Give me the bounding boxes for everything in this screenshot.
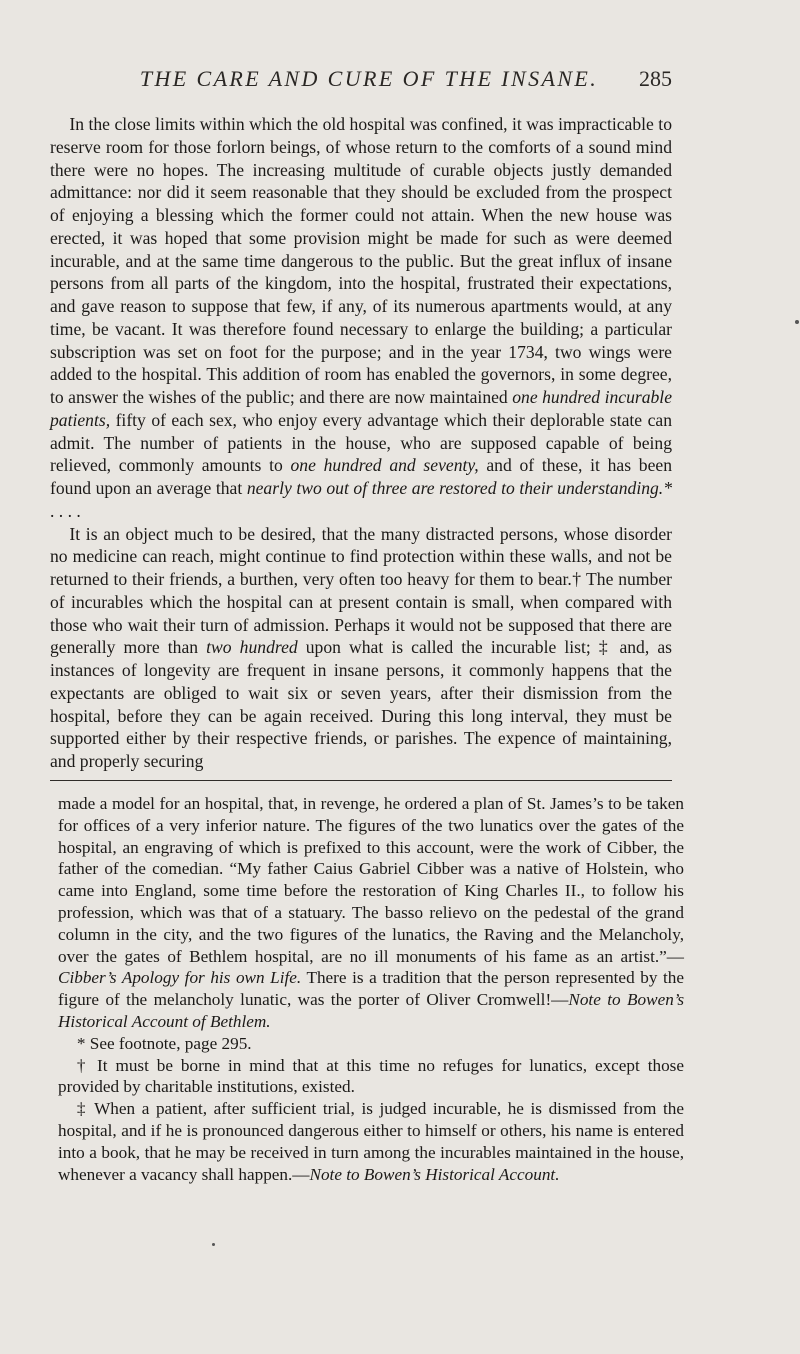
text-run: ‡ When a patient, after sufficient trial, is judged incurable, he is dismissed from the hospital, and if he is pronounced dangerous either to himself or others, his name is entered into a book, that he may be received in turn among the incurables maintained in the house, whenever a vacancy shall happen.— — [58, 1099, 684, 1184]
main-text — [50, 113, 672, 773]
paper-speck — [212, 1243, 215, 1246]
text-run: made a model for an hospital, that, in revenge, he ordered a plan of St. James’s to be taken for offices of a very inferior nature. The figures of the two lunatics over the gates of the hospital, an engraving of which is prefixed to this account, were the work of Cibber, the father of the comedian. “My father Caius Gabriel Cibber was a native of Holstein, who came into England, some time before the restoration of King Charles II., to follow his profession, which was that of a statuary. The basso relievo on the pedestal of the grand column in the city, and the two figures of the lunatics, the Raving and the Melancholy, over the gates of Bethlem hospital, are no ill monuments of his fame as an artist.”— — [58, 794, 684, 966]
paper-speck — [795, 320, 799, 324]
emphasis: nearly two out of three are restored to their understanding.* — [246, 478, 672, 498]
emphasis: Cibber’s Apology for his own Life. — [58, 968, 302, 988]
text-run: fifty of each sex, who enjoy every advantage which their deplorable state can admit. The number of patients in the house, who are supposed capable of being relieved, commonly amounts to — [50, 409, 672, 476]
text-run: . . . . — [50, 500, 81, 521]
text-run: upon what is called the incurable list; ‡ and, as instances of longevity are frequent in insane persons, it commonly happens that the expectants are obliged to wait six or seven years, after their dismission from the hospital, before they can be again received. During this long interval, they must be supported either by their respective friends, or parishes. The expence of maintaining, and properly securing — [50, 637, 672, 771]
emphasis: Note to Bowen’s Historical Account. — [309, 1164, 560, 1184]
text-run: and of these, it has been found upon an average that — [50, 455, 672, 498]
footnote-dagger: † It must be borne in mind that at this time no refuges for lunatics, except those provided by charitable institutions, existed. — [58, 1055, 684, 1097]
emphasis: one hundred and seventy, — [290, 455, 479, 476]
emphasis: two hundred — [206, 637, 298, 658]
footnote-star: * See footnote, page 295. — [76, 1033, 252, 1053]
text-run: It is an object much to be desired, that the many distracted persons, whose disorder no medicine can reach, might continue to find protection within these walls, and not be returned to their friends, a burthen, very often too heavy for them to bear.† The number of incurables which the hospital can at present contain is small, when compared with those who wait their turn of admission. Perhaps it would not be supposed that there are generally more than — [50, 523, 672, 658]
footnote-continuation — [58, 793, 684, 1033]
paragraph — [50, 113, 672, 523]
page-number: 285 — [639, 66, 672, 91]
footnotes — [58, 793, 684, 1185]
emphasis: one hundred incurable patients, — [50, 387, 673, 430]
footnote-divider — [50, 780, 672, 781]
emphasis: Note to Bowen’s Historical Account of Bethlem. — [58, 990, 685, 1031]
paragraph — [50, 523, 672, 773]
running-title: THE CARE AND CURE OF THE INSANE. — [139, 66, 599, 91]
text-run: In the close limits within which the old hospital was confined, it was impracticable to reserve room for those forlorn beings, of whose return to the comforts of a sound mind there were no hopes. The increasing multitude of curable objects justly demanded admittance: nor did it seem reasonable that they should be excluded from the prospect of enjoying a blessing which the former could not attain. When the new house was erected, it was hoped that some provision might be made for such as were deemed incurable, and at the same time dangerous to the public. But the great influx of insane persons from all parts of the kingdom, into the hospital, frustrated their expectations, and gave reason to suppose that few, if any, of its numerous apartments would, at any time, be vacant. It was therefore found necessary to enlarge the building; a particular subscription was set on foot for the purpose; and in the year 1734, two wings were added to the hospital. This addition of room has enabled the governors, in some degree, to answer the wishes of the public; and there are now maintained — [50, 114, 672, 407]
footnote-double-dagger — [58, 1098, 684, 1185]
text-run: There is a tradition that the person represented by the figure of the melancholy lunatic, was the porter of Oliver Cromwell!— — [58, 968, 684, 1010]
